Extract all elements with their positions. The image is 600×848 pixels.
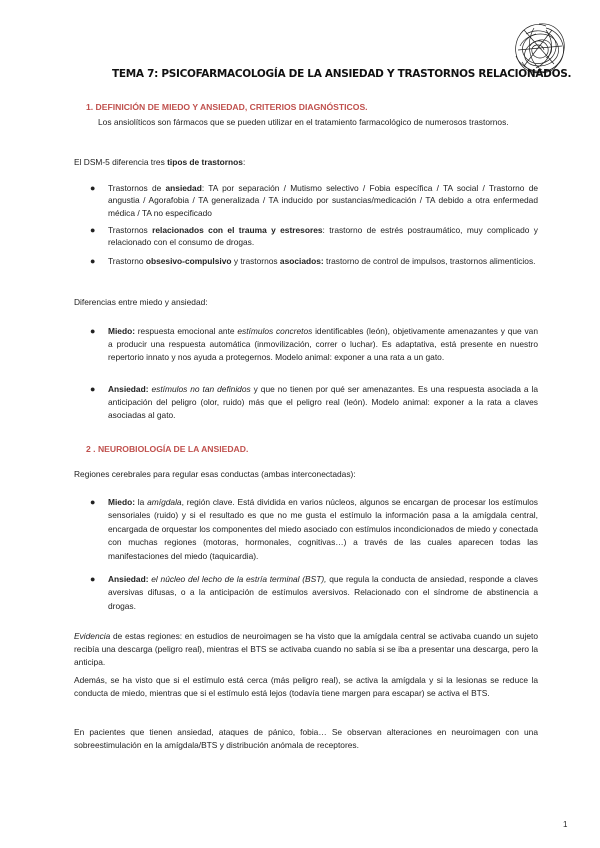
evidence-paragraph: Evidencia de estas regiones: en estudios de neuroimagen se ha visto que la amígdala central se activaba cuando un sujeto recibía una descarga (peligro real), mientras el BTS se activaba cuando no sabía si se iba a presentar una descarga, pero la anticipa.: [74, 631, 538, 667]
region-item-anxiety: Ansiedad: el núcleo del lecho de la estría terminal (BST), que regula la conducta de ansiedad, responde a claves aversivas difusas, o a la anticipación de estímulos aversivos. Relacionado con el síndrome de abstinencia a drogas.: [108, 574, 538, 611]
section-1-heading: 1. DEFINICIÓN DE MIEDO Y ANSIEDAD, CRITERIOS DIAGNÓSTICOS.: [86, 102, 368, 112]
bullet-dot-icon: ●: [90, 225, 96, 235]
bullet-dot-icon: ●: [90, 183, 96, 193]
disorder-item: Trastornos relacionados con el trauma y estresores: trastorno de estrés postraumático, muy complicado y relacionado con el consumo de drogas.: [108, 225, 538, 248]
bullet-dot-icon: ●: [90, 384, 96, 394]
differences-intro: Diferencias entre miedo y ansiedad:: [74, 297, 208, 307]
section-1-intro: Los ansiolíticos son fármacos que se pueden utilizar en el tratamiento farmacológico de numerosos trastornos.: [98, 117, 509, 127]
disorder-item: Trastorno obsesivo-compulsivo y trastornos asociados: trastorno de control de impulsos, trastornos alimenticios.: [108, 256, 536, 266]
bullet-dot-icon: ●: [90, 497, 96, 507]
page-title: TEMA 7: PSICOFARMACOLOGÍA DE LA ANSIEDAD Y TRASTORNOS RELACIONADOS.: [112, 68, 572, 80]
bullet-dot-icon: ●: [90, 326, 96, 336]
disorder-item: Trastornos de ansiedad: TA por separación / Mutismo selectivo / Fobia específica / TA social / Trastorno de angustia / Agorafobia / TA generalizada / TA inducido por sustancias/medicación / TA debido a otra enfermedad médica / TA no especificado: [108, 183, 539, 218]
difference-item-fear: Miedo: respuesta emocional ante estímulos concretos identificables (león), objetivamente amenazantes y que van a producir una respuesta automática (inmovilización, correr o luchar). Es adaptativa, está presente en nuestro repertorio innato y nos ayuda a protegernos. Modelo animal: exponer a una rata a un gato.: [108, 326, 538, 363]
paragraph-distance: Además, se ha visto que si el estímulo está cerca (más peligro real), se activa la amígdala y si la lesionas se reduce la conducta de miedo, mientras que si el estímulo está lejos (todavía tiene margen para escapar) se activa el BTS.: [74, 675, 538, 698]
paragraph-patients: En pacientes que tienen ansiedad, ataques de pánico, fobia… Se observan alteraciones en neuroimagen con una sobreestimulación en la amígdala/BTS y distribución anómala de receptores.: [74, 727, 538, 750]
bullet-dot-icon: ●: [90, 256, 96, 266]
bullet-dot-icon: ●: [90, 574, 96, 584]
difference-item-anxiety: Ansiedad: estímulos no tan definidos y que no tienen por qué ser amenazantes. Es una respuesta asociada a la anticipación del peligro (olor, ruido) más que el peligro real (león). Modelo animal: exponer a la rata a claves asociadas al gato.: [108, 384, 539, 421]
page-number: 1: [563, 820, 568, 829]
section-2-heading: 2 . NEUROBIOLOGÍA DE LA ANSIEDAD.: [86, 444, 249, 454]
section-2-intro: Regiones cerebrales para regular esas conductas (ambas interconectadas):: [74, 469, 356, 479]
dsm-intro: El DSM-5 diferencia tres tipos de trastornos:: [74, 157, 246, 167]
region-item-fear: Miedo: la amígdala, región clave. Está dividida en varios núcleos, algunos se encargan de procesar los estímulos sensoriales (ruido) y si el resultado es que no me gusta el estímulo la información pasa a la amígdala central, encargada de orquestar los componentes del miedo asociado con estímulos incondicionados de miedo y conectada con muchas regiones (motoras, hormonales, cognitivas…) a través de las cuales aparecen todas las manifestaciones del miedo (taquicardia).: [108, 497, 538, 561]
